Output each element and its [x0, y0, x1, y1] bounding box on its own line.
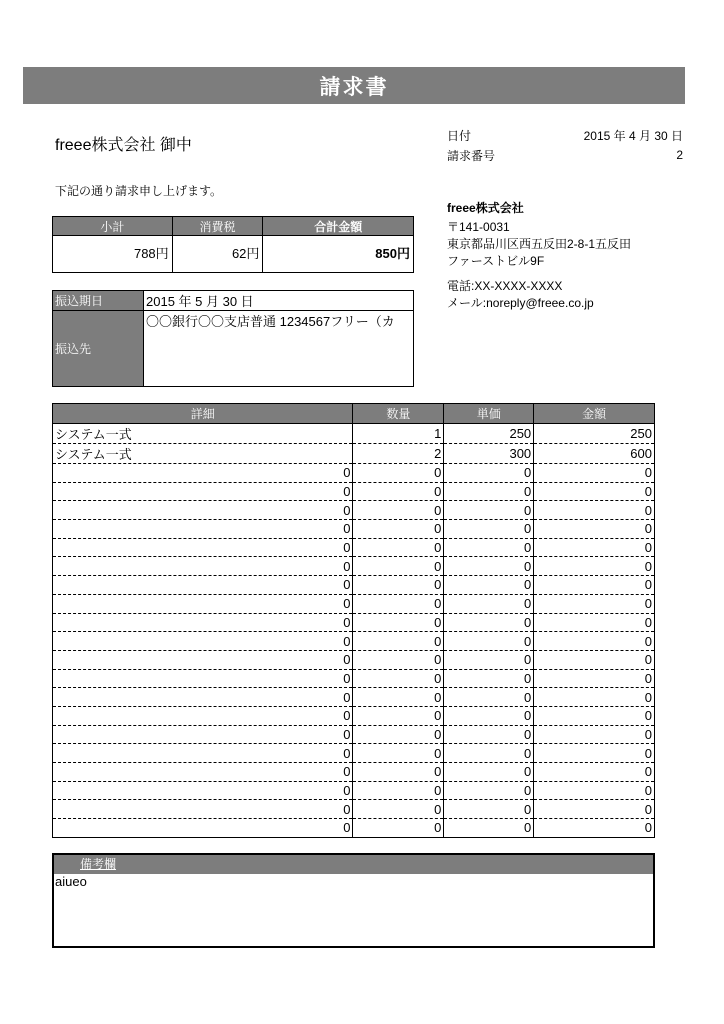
- invoice-number-label: 請求番号: [447, 148, 496, 163]
- quantity-cell: 2: [353, 444, 444, 464]
- remarks-label: 備考欄: [80, 857, 117, 871]
- quantity-cell: 0: [353, 706, 444, 725]
- unit-price-cell: 0: [444, 781, 534, 800]
- amount-cell: 0: [534, 613, 655, 632]
- table-row: [53, 520, 655, 539]
- detail-cell: 0: [53, 613, 353, 632]
- detail-cell: 0: [53, 725, 353, 744]
- issuer-address-line1: 東京都品川区西五反田2-8-1五反田: [447, 237, 632, 251]
- amount-cell: 0: [534, 744, 655, 763]
- quantity-cell: 1: [353, 424, 444, 444]
- unit-price-cell: 0: [444, 464, 534, 483]
- quantity-cell: 0: [353, 688, 444, 707]
- table-row: [53, 613, 655, 632]
- unit-price-cell: 0: [444, 763, 534, 782]
- table-row: [53, 632, 655, 651]
- table-row: [53, 706, 655, 725]
- detail-cell: 0: [53, 781, 353, 800]
- quantity-cell: 0: [353, 482, 444, 501]
- quantity-cell: 0: [353, 819, 444, 838]
- amount-cell: 0: [534, 688, 655, 707]
- unit-price-cell: 0: [444, 650, 534, 669]
- unit-price-cell: 0: [444, 557, 534, 576]
- unit-price-cell: 0: [444, 632, 534, 651]
- detail-cell: 0: [53, 520, 353, 539]
- quantity-cell: 0: [353, 613, 444, 632]
- amount-cell: 0: [534, 538, 655, 557]
- quantity-cell: 0: [353, 632, 444, 651]
- table-row: [53, 688, 655, 707]
- unit-price-cell: 0: [444, 501, 534, 520]
- unit-price-cell: 0: [444, 706, 534, 725]
- amount-cell: 0: [534, 464, 655, 483]
- amount-cell: 0: [534, 725, 655, 744]
- quantity-cell: 0: [353, 650, 444, 669]
- detail-cell: 0: [53, 669, 353, 688]
- table-row: [53, 464, 655, 483]
- quantity-cell: 0: [353, 781, 444, 800]
- due-date-value: 2015 年 5 月 30 日: [144, 291, 414, 311]
- unit-price-cell: 0: [444, 744, 534, 763]
- detail-cell: 0: [53, 763, 353, 782]
- quantity-cell: 0: [353, 669, 444, 688]
- issuer-block: [447, 200, 687, 312]
- table-row: [53, 557, 655, 576]
- detail-cell: 0: [53, 800, 353, 819]
- quantity-cell: 0: [353, 538, 444, 557]
- amount-cell: 250: [534, 424, 655, 444]
- table-row: [53, 669, 655, 688]
- detail-cell: 0: [53, 744, 353, 763]
- date-label: 日付: [447, 128, 472, 143]
- amount-cell: 0: [534, 557, 655, 576]
- table-row: [53, 744, 655, 763]
- table-row: [53, 819, 655, 838]
- quantity-cell: 0: [353, 725, 444, 744]
- unit-price-cell: 300: [444, 444, 534, 464]
- detail-cell: 0: [53, 632, 353, 651]
- remarks-box: [52, 853, 655, 948]
- quantity-cell: 0: [353, 744, 444, 763]
- unit-price-cell: 0: [444, 819, 534, 838]
- amount-cell: 0: [534, 819, 655, 838]
- table-row: [53, 781, 655, 800]
- table-row: [53, 576, 655, 595]
- unit-price-cell: 0: [444, 669, 534, 688]
- remarks-text: aiueo: [55, 874, 87, 889]
- amount-cell: 0: [534, 632, 655, 651]
- amount-column-header: 金額: [534, 404, 655, 424]
- unit-price-cell: 0: [444, 800, 534, 819]
- detail-cell: 0: [53, 557, 353, 576]
- detail-cell: 0: [53, 464, 353, 483]
- unit-price-cell: 0: [444, 594, 534, 613]
- unit-price-column-header: 単価: [444, 404, 534, 424]
- table-row: [53, 501, 655, 520]
- amount-cell: 0: [534, 763, 655, 782]
- bank-account-value: 〇〇銀行〇〇支店普通 1234567フリー（カ: [144, 311, 414, 387]
- detail-cell: システム一式: [53, 424, 353, 444]
- issuer-email: メール:noreply@freee.co.jp: [447, 296, 594, 310]
- unit-price-cell: 0: [444, 576, 534, 595]
- detail-cell: 0: [53, 594, 353, 613]
- detail-cell: 0: [53, 819, 353, 838]
- greeting-text: 下記の通り請求申し上げます。: [55, 184, 223, 198]
- due-date-label: 振込期日: [53, 291, 144, 311]
- table-row: [53, 538, 655, 557]
- quantity-cell: 0: [353, 800, 444, 819]
- table-row: [53, 800, 655, 819]
- detail-cell: 0: [53, 650, 353, 669]
- table-row: [53, 725, 655, 744]
- table-row: [53, 650, 655, 669]
- quantity-cell: 0: [353, 557, 444, 576]
- unit-price-cell: 0: [444, 520, 534, 539]
- amount-cell: 0: [534, 706, 655, 725]
- table-row: [53, 594, 655, 613]
- quantity-cell: 0: [353, 576, 444, 595]
- invoice-meta: [447, 125, 683, 165]
- detail-cell: 0: [53, 538, 353, 557]
- date-row: [447, 125, 683, 145]
- detail-cell: 0: [53, 688, 353, 707]
- details-table: [52, 403, 655, 838]
- amount-cell: 0: [534, 650, 655, 669]
- detail-cell: 0: [53, 576, 353, 595]
- amount-cell: 0: [534, 781, 655, 800]
- amount-cell: 0: [534, 669, 655, 688]
- unit-price-cell: 0: [444, 613, 534, 632]
- issuer-postal: 〒141-0031: [447, 220, 510, 234]
- issuer-address-line2: ファーストビル9F: [447, 254, 545, 268]
- unit-price-cell: 0: [444, 538, 534, 557]
- detail-cell: 0: [53, 482, 353, 501]
- date-value: 2015 年 4 月 30 日: [583, 128, 683, 143]
- amount-cell: 0: [534, 482, 655, 501]
- amount-cell: 0: [534, 501, 655, 520]
- issuer-phone: 電話:XX-XXXX-XXXX: [447, 279, 563, 293]
- subtotal-value: 788円: [53, 236, 173, 273]
- unit-price-cell: 0: [444, 725, 534, 744]
- issuer-name: freee株式会社: [447, 201, 524, 215]
- quantity-column-header: 数量: [353, 404, 444, 424]
- document-title: 請求書: [23, 67, 685, 104]
- quantity-cell: 0: [353, 464, 444, 483]
- unit-price-cell: 250: [444, 424, 534, 444]
- invoice-number-row: [447, 145, 683, 165]
- remarks-header: [54, 855, 653, 874]
- quantity-cell: 0: [353, 501, 444, 520]
- amount-cell: 600: [534, 444, 655, 464]
- table-row: [53, 763, 655, 782]
- subtotal-header: 小計: [53, 217, 173, 236]
- bank-account-label: 振込先: [53, 311, 144, 387]
- unit-price-cell: 0: [444, 688, 534, 707]
- quantity-cell: 0: [353, 520, 444, 539]
- amount-cell: 0: [534, 520, 655, 539]
- tax-value: 62円: [172, 236, 263, 273]
- quantity-cell: 0: [353, 594, 444, 613]
- detail-cell: システム一式: [53, 444, 353, 464]
- amount-cell: 0: [534, 594, 655, 613]
- tax-header: 消費税: [172, 217, 263, 236]
- unit-price-cell: 0: [444, 482, 534, 501]
- recipient-name: freee株式会社 御中: [55, 137, 192, 154]
- invoice-number-value: 2: [676, 148, 683, 162]
- amount-cell: 0: [534, 800, 655, 819]
- detail-cell: 0: [53, 706, 353, 725]
- total-value: 850円: [263, 236, 414, 273]
- quantity-cell: 0: [353, 763, 444, 782]
- amount-cell: 0: [534, 576, 655, 595]
- detail-column-header: 詳細: [53, 404, 353, 424]
- detail-cell: 0: [53, 501, 353, 520]
- total-header: 合計金額: [263, 217, 414, 236]
- table-row: [53, 444, 655, 464]
- table-row: [53, 482, 655, 501]
- payment-table: [52, 290, 414, 387]
- table-row: [53, 424, 655, 444]
- summary-table: [52, 216, 414, 273]
